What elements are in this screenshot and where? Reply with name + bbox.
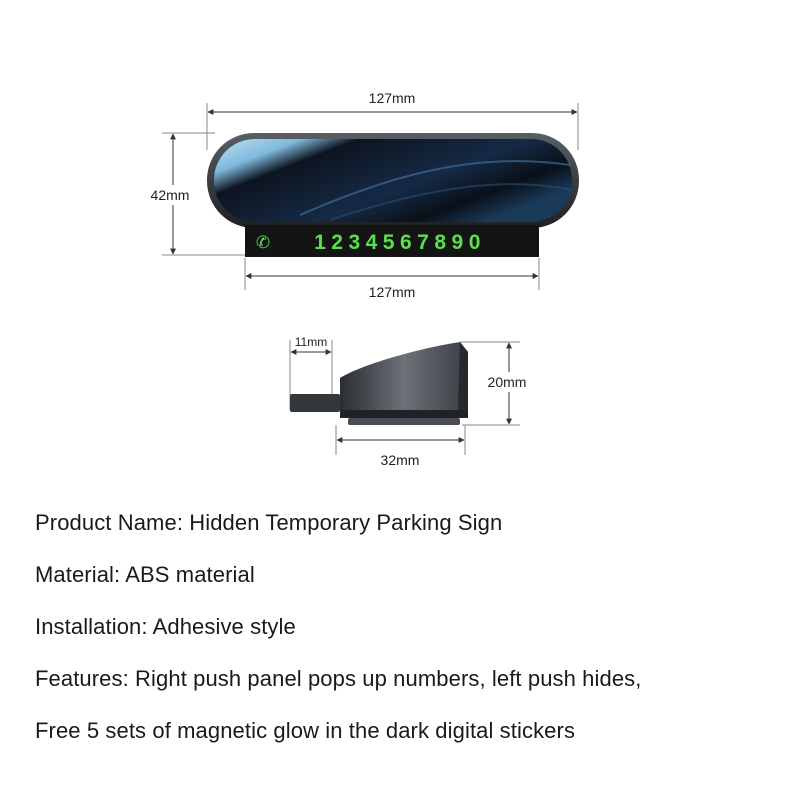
adhesive-base — [348, 418, 460, 425]
spec-product-name: Product Name: Hidden Temporary Parking Sign — [35, 510, 503, 535]
bottom-width-dimension — [245, 258, 539, 300]
top-width-label: 127mm — [368, 90, 416, 106]
bottom-width-label: 127mm — [368, 284, 416, 300]
spec-features: Features: Right push panel pops up numbers, left push hides, — [35, 666, 642, 691]
side-width-dimension — [336, 425, 465, 468]
spec-installation: Installation: Adhesive style — [35, 614, 296, 639]
side-height-dimension — [460, 342, 534, 425]
parking-sign-side — [290, 342, 468, 425]
spec-material: Material: ABS material — [35, 562, 255, 587]
side-height-label: 20mm — [487, 374, 527, 390]
side-depth-label: 11mm — [294, 335, 328, 349]
spec-stickers: Free 5 sets of magnetic glow in the dark digital stickers — [35, 718, 576, 743]
number-plate-edge — [290, 394, 340, 412]
height-label: 42mm — [150, 187, 190, 203]
glow-digits: 1234567890 — [314, 231, 486, 254]
phone-icon: ✆ — [255, 233, 271, 253]
side-width-label: 32mm — [380, 452, 420, 468]
product-specs — [35, 510, 785, 770]
parking-sign-front — [207, 133, 579, 257]
